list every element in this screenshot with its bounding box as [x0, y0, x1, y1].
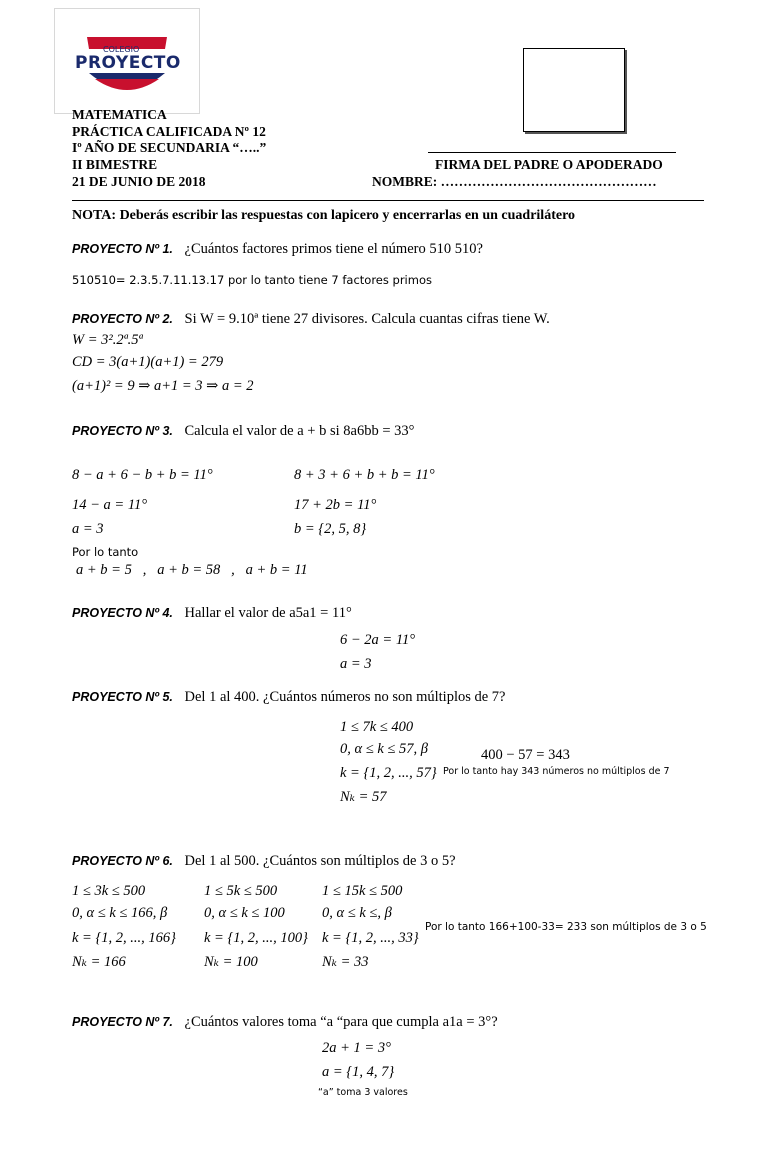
problem-1-label: PROYECTO Nº 1. — [72, 242, 173, 256]
problem-3-left-1: 8 − a + 6 − b + b = 11° — [72, 467, 213, 483]
problem-6-col2-1: 1 ≤ 5k ≤ 500 — [204, 883, 278, 899]
problem-3-right-1: 8 + 3 + 6 + b + b = 11° — [294, 467, 435, 483]
problem-6-col3-3: k = {1, 2, ..., 33} — [322, 930, 419, 946]
problem-3 — [72, 423, 414, 440]
problem-6-col2-2: 0, α ≤ k ≤ 100 — [204, 905, 285, 921]
problem-2-step-2: CD = 3(a+1)(a+1) = 279 — [72, 354, 224, 370]
problem-3-question: Calcula el valor de a + b si 8a6bb = 33° — [184, 423, 415, 439]
problem-3-right-2: 17 + 2b = 11° — [294, 497, 377, 513]
problem-3-result: a + b = 5 , a + b = 58 , a + b = 11 — [76, 562, 308, 578]
problem-6-col3-4: Nₖ = 33 — [322, 954, 369, 970]
problem-3-conclusion-label: Por lo tanto — [72, 545, 139, 559]
grade-level: Iº AÑO DE SECUNDARIA “…..” — [72, 140, 267, 155]
problem-6-col3-2: 0, α ≤ k ≤, β — [322, 905, 392, 921]
problem-6-col1-3: k = {1, 2, ..., 166} — [72, 930, 176, 946]
problem-3-left-2: 14 − a = 11° — [72, 497, 148, 513]
logo-proyecto-text: PROYECTO — [75, 53, 181, 73]
problem-5-note: Por lo tanto hay 343 números no múltiplos de 7 — [443, 766, 670, 777]
problem-7-label: PROYECTO Nº 7. — [72, 1015, 173, 1029]
problem-4-question: Hallar el valor de a5a1 = 11° — [184, 605, 352, 621]
signature-line — [428, 152, 676, 153]
problem-6-note: Por lo tanto 166+100-33= 233 son múltiplos de 3 o 5 — [425, 921, 707, 933]
problem-6-col1-2: 0, α ≤ k ≤ 166, β — [72, 905, 168, 921]
problem-5-step-4: Nₖ = 57 — [340, 789, 387, 805]
problem-7-note: “a” toma 3 valores — [318, 1087, 408, 1098]
grade-box — [523, 48, 625, 132]
problem-1-question: ¿Cuántos factores primos tiene el número 510 510? — [184, 241, 483, 257]
school-logo — [54, 8, 200, 114]
problem-6-col2-3: k = {1, 2, ..., 100} — [204, 930, 308, 946]
problem-6-col1-1: 1 ≤ 3k ≤ 500 — [72, 883, 146, 899]
signature-label: FIRMA DEL PADRE O APODERADO — [435, 157, 663, 172]
problem-4-label: PROYECTO Nº 4. — [72, 606, 173, 620]
problem-1 — [72, 241, 483, 258]
problem-3-left-3: a = 3 — [72, 521, 104, 537]
problem-5-label: PROYECTO Nº 5. — [72, 690, 173, 704]
header-divider — [72, 200, 704, 201]
problem-3-label: PROYECTO Nº 3. — [72, 424, 173, 438]
problem-5-step-1: 1 ≤ 7k ≤ 400 — [340, 719, 414, 735]
problem-1-answer: 510510= 2.3.5.7.11.13.17 por lo tanto tiene 7 factores primos — [72, 273, 432, 287]
problem-6-col3-1: 1 ≤ 15k ≤ 500 — [322, 883, 403, 899]
problem-6-question: Del 1 al 500. ¿Cuántos son múltiplos de 3 o 5? — [184, 853, 456, 869]
subject-title: MATEMATICA — [72, 107, 167, 122]
problem-4-step-2: a = 3 — [340, 656, 372, 672]
bimester: II BIMESTRE — [72, 157, 158, 172]
problem-5 — [72, 689, 506, 706]
problem-5-step-3: k = {1, 2, ..., 57} — [340, 765, 437, 781]
problem-5-question: Del 1 al 400. ¿Cuántos números no son múltiplos de 7? — [184, 689, 506, 705]
problem-7-question: ¿Cuántos valores toma “a “para que cumpla a1a = 3°? — [184, 1014, 498, 1030]
problem-5-calc: 400 − 57 = 343 — [481, 747, 570, 763]
problem-7-step-1: 2a + 1 = 3° — [322, 1040, 391, 1056]
nota-instructions: NOTA: Deberás escribir las respuestas con lapicero y encerrarlas en un cuadrilátero — [72, 208, 576, 223]
problem-4-step-1: 6 − 2a = 11° — [340, 632, 416, 648]
problem-5-step-2: 0, α ≤ k ≤ 57, β — [340, 741, 428, 757]
name-field-label: NOMBRE: ………………………………………… — [372, 174, 657, 189]
problem-4 — [72, 605, 352, 622]
problem-2-label: PROYECTO Nº 2. — [72, 312, 173, 326]
exam-date: 21 DE JUNIO DE 2018 — [72, 174, 206, 189]
logo-colegio-text: COLEGIO — [103, 45, 140, 54]
problem-6-label: PROYECTO Nº 6. — [72, 854, 173, 868]
problem-3-right-3: b = {2, 5, 8} — [294, 521, 367, 537]
problem-2-step-1: W = 3².2ª.5ª — [72, 332, 143, 348]
problem-7 — [72, 1014, 498, 1031]
problem-2-question: Si W = 9.10ª tiene 27 divisores. Calcula cuantas cifras tiene W. — [184, 311, 550, 327]
problem-2-step-3: (a+1)² = 9 ⇒ a+1 = 3 ⇒ a = 2 — [72, 378, 254, 394]
problem-6-col1-4: Nₖ = 166 — [72, 954, 126, 970]
problem-6 — [72, 853, 456, 870]
practice-title: PRÁCTICA CALIFICADA Nº 12 — [72, 124, 266, 139]
problem-2 — [72, 311, 550, 328]
problem-7-step-2: a = {1, 4, 7} — [322, 1064, 395, 1080]
problem-6-col2-4: Nₖ = 100 — [204, 954, 258, 970]
